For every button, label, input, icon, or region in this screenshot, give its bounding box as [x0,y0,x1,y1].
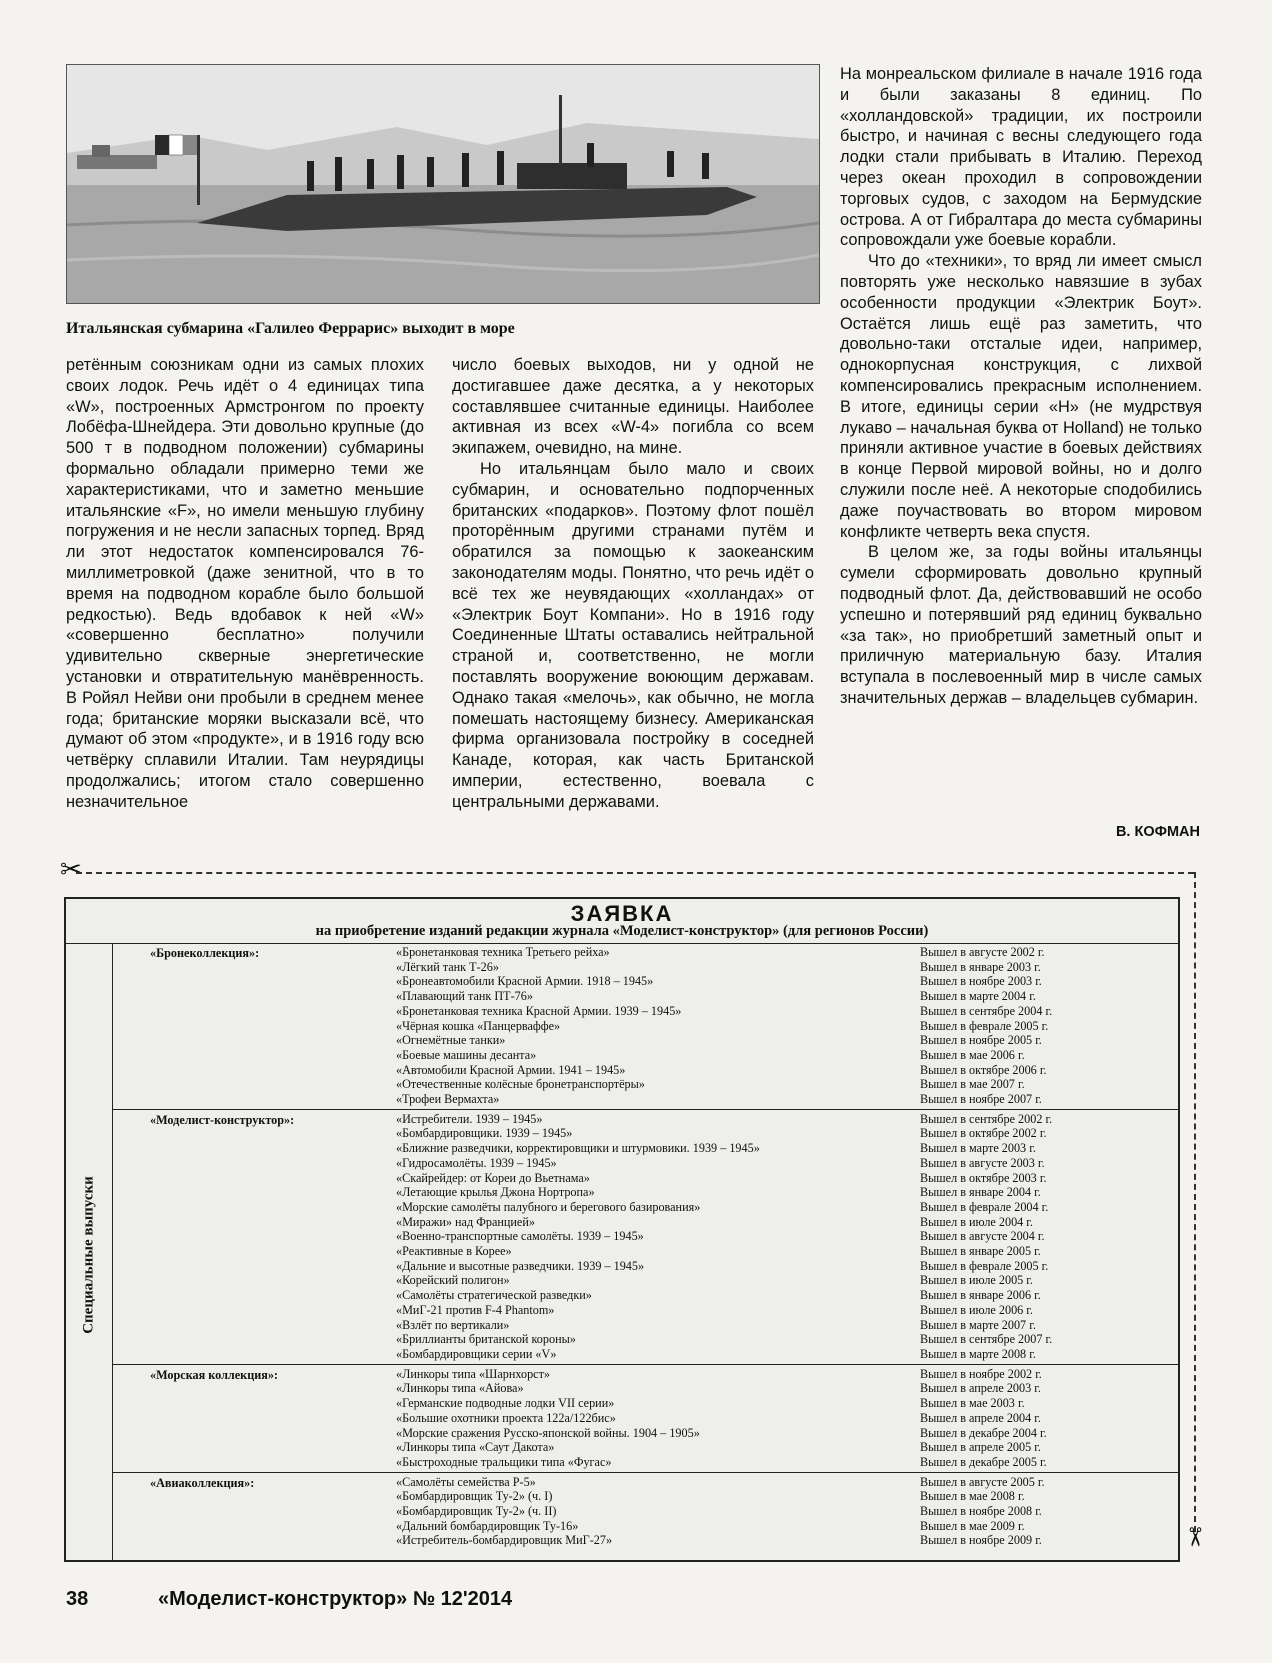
table-row [396,1504,1178,1519]
table-row [396,1440,1178,1455]
article-column-1 [66,355,424,813]
order-form-header [66,899,1178,944]
publication-date: Вышел в ноябре 2005 г. [919,1033,1042,1048]
table-row [396,1077,1178,1092]
table-row [396,1244,1178,1259]
table-row [396,1004,1178,1019]
table-row [396,1273,1178,1288]
publication-date: Вышел в ноябре 2008 г. [919,1504,1042,1519]
article-column-2 [452,355,814,813]
publication-date: Вышел в ноябре 2007 г. [919,1092,1042,1107]
cut-line-horizontal [76,872,1194,874]
publication-date: Вышел в апреле 2003 г. [919,1381,1041,1396]
table-row [396,1475,1178,1490]
publication-date: Вышел в ноябре 2003 г. [919,974,1042,989]
side-column [66,943,113,1560]
publication-title: «Бронеавтомобили Красной Армии. 1918 – 1945» [396,974,654,989]
order-form-sections [112,943,1178,1560]
publication-date: Вышел в августе 2005 г. [919,1474,1045,1489]
publication-date: Вышел в октябре 2003 г. [919,1170,1047,1185]
table-row [396,1318,1178,1333]
table-row [396,1185,1178,1200]
page-number: 38 [66,1588,89,1610]
publication-date: Вышел в мае 2008 г. [919,1489,1025,1504]
publication-date: Вышел в июле 2006 г. [919,1302,1033,1317]
section-name: «Бронеколлекция»: [150,946,260,960]
publication-date: Вышел в январе 2006 г. [919,1288,1041,1303]
order-form-subtitle: на приобретение изданий редакции журнала «Моделист-конструктор» (для регионов России) [315,923,929,939]
publication-title: «Дальний бомбардировщик Ту-16» [396,1518,579,1533]
paragraph: число боевых выходов, ни у одной не достигавшее даже десятка, а у некоторых составлявшее считанные единицы. Наиболее активная из всех «W-4» погибла со всем экипажем, очевидно, на мине. [452,356,814,458]
publication-title: «Бомбардировщик Ту-2» (ч. I) [396,1489,553,1504]
table-row [396,1048,1178,1063]
publication-title: «Скайрейдер: от Кореи до Вьетнама» [396,1170,590,1185]
table-row [396,1426,1178,1441]
publication-date: Вышел в мае 2009 г. [919,1518,1025,1533]
publication-title: «Истребители. 1939 – 1945» [396,1111,543,1126]
publication-date: Вышел в феврале 2005 г. [919,1018,1049,1033]
publication-date: Вышел в июле 2004 г. [919,1214,1033,1229]
publication-date: Вышел в сентябре 2002 г. [919,1111,1053,1126]
magazine-issue: «Моделист-конструктор» № 12'2014 [158,1588,513,1610]
photo-caption: Итальянская субмарина «Галилео Феррарис» выходит в море [66,320,515,337]
publication-date: Вышел в январе 2004 г. [919,1185,1041,1200]
publication-title: «Гидросамолёты. 1939 – 1945» [396,1155,557,1170]
publication-title: «Дальние и высотные разведчики. 1939 – 1945» [396,1258,645,1273]
publication-date: Вышел в ноябре 2002 г. [919,1366,1042,1381]
table-row [396,960,1178,975]
publication-date: Вышел в декабре 2004 г. [919,1425,1047,1440]
publication-title: «Плавающий танк ПТ-76» [396,989,533,1004]
submarine-photo [66,64,820,304]
publication-title: «Истребитель-бомбардировщик МиГ-27» [396,1533,613,1548]
form-section [112,1473,1178,1551]
section-name: «Моделист-конструктор»: [150,1112,295,1127]
publication-title: «Чёрная кошка «Панцерваффе» [396,1018,561,1033]
publication-date: Вышел в августе 2004 г. [919,1229,1045,1244]
publication-title: «Линкоры типа «Шарнхорст» [396,1366,551,1381]
paragraph: Что до «техники», то вряд ли имеет смысл повторять уже несколько навязшие в зубах особенности продукции «Электрик Боут». Остаётся лишь ещё раз заметить, что довольно-таки отсталые идеи, например, однокорпусная конструкция, с лихвой компенсировались прекрасным исполнением. В итоге, единицы серии «Н» (не мудрствуя лукаво – начальная буква от Holland) не только приняли активное участие в боевых действиях в конце Первой мировой войны, но и долго служили после неё. А некоторые сподобились даже поучаствовать во втором мировом конфликте четверть века спустя. [840,252,1202,541]
paragraph: На монреальском филиале в начале 1916 года и были заказаны 8 единиц. По «холландовской» традиции, их построили быстро, и начиная с весны следующего года лодки стали прибывать в Италию. Переход через океан проходил в сопровождении торговых судов, с заходом на Бермудские острова. А от Гибралтара до места субмарины сопровождали уже боевые корабли. [840,65,1202,250]
publication-title: «Бронетанковая техника Третьего рейха» [396,945,610,959]
publication-title: «Миражи» над Францией» [396,1214,535,1229]
publication-title: «Огнемётные танки» [396,1033,506,1048]
form-section [112,1365,1178,1473]
publication-title: «Бриллианты британской короны» [396,1332,576,1347]
publication-date: Вышел в апреле 2004 г. [919,1410,1041,1425]
table-row [396,1455,1178,1470]
submarine-illustration [67,65,819,303]
publication-title: «Бомбардировщики серии «V» [396,1346,557,1361]
table-row [396,1229,1178,1244]
section-name: «Морская коллекция»: [150,1367,278,1382]
publication-date: Вышел в мае 2006 г. [919,1047,1025,1062]
order-form [64,897,1180,1562]
table-row [396,1141,1178,1156]
table-row [396,1259,1178,1274]
table-row [396,1126,1178,1141]
publication-title: «Военно-транспортные самолёты. 1939 – 1945» [396,1229,644,1244]
publication-title: «Ближние разведчики, корректировщики и штурмовики. 1939 – 1945» [396,1141,760,1156]
table-row [396,1063,1178,1078]
publication-title: «Бомбардировщик Ту-2» (ч. II) [396,1504,557,1519]
publication-title: «Отечественные колёсные бронетранспортёры» [396,1077,645,1092]
publication-title: «Лёгкий танк Т-26» [396,959,499,974]
table-row [396,1156,1178,1171]
publication-title: «Быстроходные тральщики типа «Фугас» [396,1454,612,1469]
order-form-title: ЗАЯВКА [570,901,674,926]
form-section [112,1110,1178,1365]
publication-date: Вышел в феврале 2004 г. [919,1199,1049,1214]
paragraph: ретённым союзникам одни из самых плохих своих лодок. Речь идёт о 4 единицах типа «W», построенных Армстронгом по проекту Лобёфа-Шнейдера. Эти довольно крупные (до 500 т в подводном положении) субмарины формально обладали примерно теми же характеристиками, что и заметно меньшие итальянские «F», но имели меньшую глубину погружения и не несли запасных торпед. Вряд ли этот недостаток компенсировался 76-миллиметровкой (даже зенитной, что в то время на подводном корабле было большой редкостью). Ведь вдобавок к ней «W» «совершенно бесплатно» получили удивительно скверные энергетические установки и отвратительную манёвренность. В Ройял Нейви они пробыли в среднем менее года; британские моряки высказали всё, что думают об этом «продукте», и в 1916 году всю четвёрку сплавили Италии. Там неурядицы продолжались; итогом стало совершенно незначительное [66,356,424,811]
table-row [396,1381,1178,1396]
publication-date: Вышел в мае 2003 г. [919,1396,1025,1411]
form-section [112,943,1178,1110]
table-row [396,989,1178,1004]
publication-date: Вышел в октябре 2002 г. [919,1126,1047,1141]
publication-title: «Линкоры типа «Айова» [396,1381,524,1396]
publication-date: Вышел в январе 2003 г. [919,959,1041,974]
publication-date: Вышел в марте 2007 г. [919,1317,1036,1332]
publication-date: Вышел в апреле 2005 г. [919,1440,1041,1455]
paragraph: В целом же, за годы войны итальянцы сумели сформировать довольно крупный подводный флот. Да, действовавший не особо успешно и потерявший ряд единиц буквально «за так», но приобретший заметный опыт и приличную материальную базу. Италия вступала в послевоенный мир в числе самых значительных держав – владельцев субмарин. [840,543,1202,707]
publication-title: «Морские сражения Русско-японской войны. 1904 – 1905» [396,1425,700,1440]
section-name: «Авиаколлекция»: [150,1475,255,1490]
publication-title: «МиГ-21 против F-4 Phantom» [396,1302,555,1317]
table-row [396,945,1178,960]
publication-date: Вышел в сентябре 2004 г. [919,1003,1053,1018]
publication-date: Вышел в январе 2005 г. [919,1244,1041,1259]
publication-title: «Самолёты стратегической разведки» [396,1288,592,1303]
table-row [396,1411,1178,1426]
author: В. КОФМАН [1115,824,1200,840]
publication-date: Вышел в мае 2007 г. [919,1077,1025,1092]
publication-title: «Боевые машины десанта» [396,1047,537,1062]
scissors-icon: ✂ [60,854,82,884]
publication-date: Вышел в феврале 2005 г. [919,1258,1049,1273]
table-row [396,1367,1178,1382]
publication-title: «Взлёт по вертикали» [396,1317,510,1332]
publication-title: «Германские подводные лодки VII серии» [396,1396,615,1411]
publication-title: «Летающие крылья Джона Нортропа» [396,1185,595,1200]
publication-date: Вышел в октябре 2006 г. [919,1062,1047,1077]
publication-title: «Корейский полигон» [396,1273,510,1288]
table-row [396,1200,1178,1215]
table-row [396,1112,1178,1127]
table-row [396,1215,1178,1230]
publication-date: Вышел в марте 2003 г. [919,1141,1036,1156]
publication-title: «Бомбардировщики. 1939 – 1945» [396,1126,573,1141]
table-row [396,1396,1178,1411]
article-column-3 [840,64,1202,709]
table-row [396,1489,1178,1504]
publication-date: Вышел в декабре 2005 г. [919,1454,1047,1469]
table-row [396,1092,1178,1107]
table-row [396,1533,1178,1548]
table-row [396,1347,1178,1362]
publication-date: Вышел в августе 2002 г. [919,945,1045,959]
publication-date: Вышел в ноябре 2009 г. [919,1533,1042,1548]
publication-title: «Автомобили Красной Армии. 1941 – 1945» [396,1062,626,1077]
table-row [396,1519,1178,1534]
publication-title: «Реактивные в Корее» [396,1244,512,1259]
publication-date: Вышел в сентябре 2007 г. [919,1332,1053,1347]
publication-title: «Самолёты семейства Р-5» [396,1474,536,1489]
table-row [396,1332,1178,1347]
table-row [396,974,1178,989]
publication-date: Вышел в июле 2005 г. [919,1273,1033,1288]
table-row [396,1033,1178,1048]
publication-title: «Бронетанковая техника Красной Армии. 1939 – 1945» [396,1003,682,1018]
scissors-icon: ✂ [1179,1526,1210,1548]
paragraph: Но итальянцам было мало и своих субмарин, и основательно подпорченных британских «подарков». Поэтому флот пошёл проторённым другими странами путём и обратился за помощью к заокеанским законодателям моды. Понятно, что речь идёт о всё тех же неувядающих «холландах» от «Электрик Боут Компани». Но в 1916 году Соединенные Штаты оставались нейтральной страной и, соответственно, не могли поставлять вооружение воюющим державам. Однако такая «мелочь», как обычно, не могла помешать настоящему бизнесу. Американская фирма организовала постройку в соседней Канаде, которая, как часть Британской империи, естественно, воевала с центральными державами. [452,459,814,811]
publication-title: «Морские самолёты палубного и берегового базирования» [396,1199,701,1214]
publication-date: Вышел в марте 2008 г. [919,1346,1036,1361]
cut-line-vertical [1194,872,1196,1532]
publication-date: Вышел в августе 2003 г. [919,1155,1045,1170]
publication-date: Вышел в марте 2004 г. [919,989,1036,1004]
table-row [396,1303,1178,1318]
table-row [396,1288,1178,1303]
publication-title: «Трофеи Вермахта» [396,1092,500,1107]
table-row [396,1019,1178,1034]
table-row [396,1171,1178,1186]
publication-title: «Большие охотники проекта 122а/122бис» [396,1410,616,1425]
side-label: Специальные выпуски [80,1176,97,1334]
publication-title: «Линкоры типа «Саут Дакота» [396,1440,555,1455]
